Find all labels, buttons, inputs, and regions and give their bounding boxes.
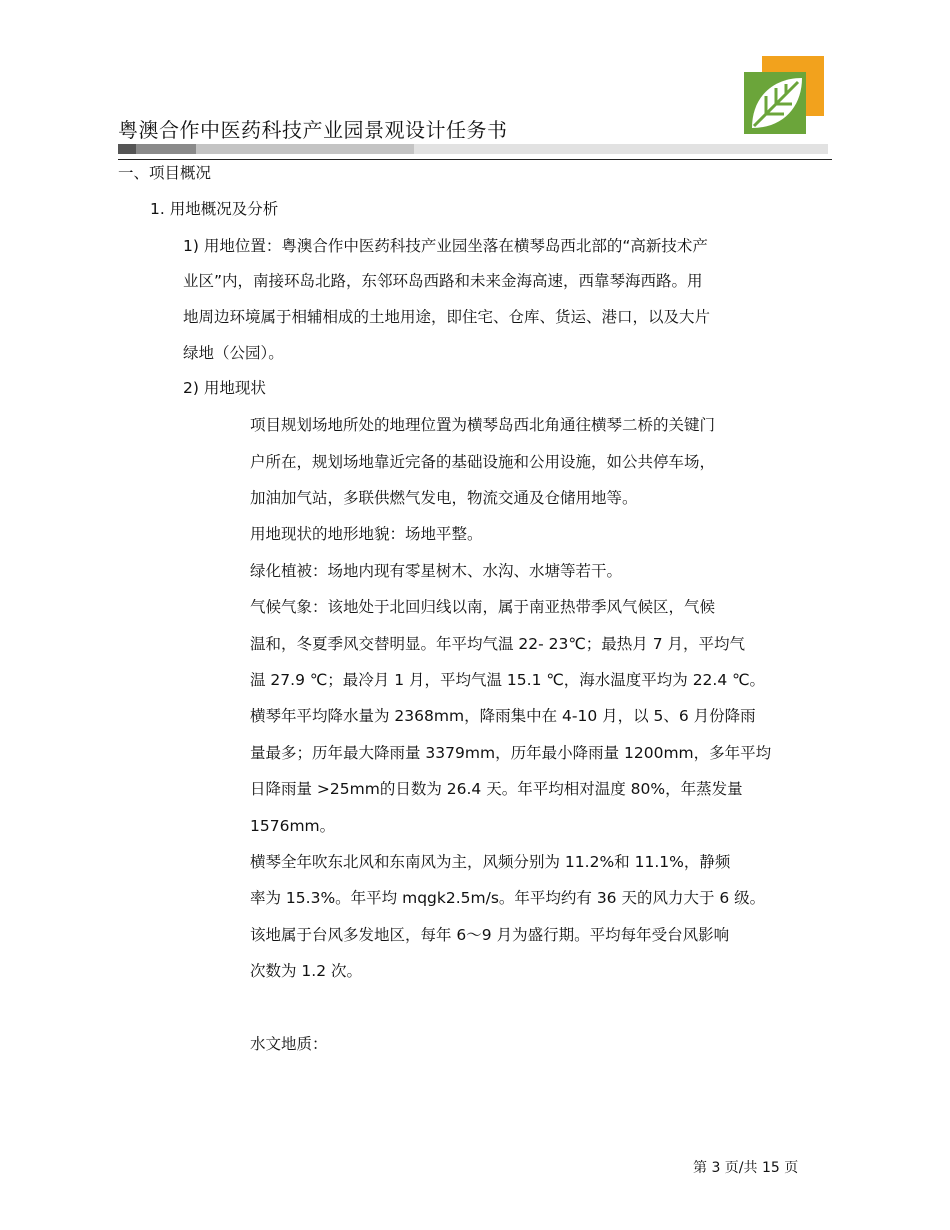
paragraph-line: 绿地（公园）。 xyxy=(183,344,284,362)
paragraph-line: 横琴年平均降水量为 2368mm，降雨集中在 4-10 月，以 5、6 月份降雨 xyxy=(250,707,756,725)
paragraph-line: 日降雨量 >25mm的日数为 26.4 天。年平均相对温度 80%，年蒸发量 xyxy=(250,780,743,798)
paragraph-line: 用地现状的地形地貌：场地平整。 xyxy=(250,525,483,543)
header-color-bar xyxy=(118,144,830,154)
item-heading: 1. 用地概况及分析 xyxy=(150,200,279,218)
paragraph-line: 地周边环境属于相辅相成的土地用途，即住宅、仓库、货运、港口，以及大片 xyxy=(183,308,711,326)
paragraph-line: 户所在，规划场地靠近完备的基础设施和公用设施，如公共停车场， xyxy=(250,453,716,471)
subheading: 2) 用地现状 xyxy=(183,379,266,397)
paragraph-line: 1576mm。 xyxy=(250,817,336,835)
paragraph-line: 项目规划场地所处的地理位置为横琴岛西北角通往横琴二桥的关键门 xyxy=(250,416,716,434)
paragraph-line: 绿化植被：场地内现有零星树木、水沟、水塘等若干。 xyxy=(250,562,623,580)
page-number: 第 3 页/共 15 页 xyxy=(693,1160,799,1176)
paragraph-line: 业区”内，南接环岛北路，东邻环岛西路和未来金海高速，西靠琴海西路。用 xyxy=(183,272,703,290)
paragraph-line: 率为 15.3%。年平均 mqgk2.5m/s。年平均约有 36 天的风力大于 6 级。 xyxy=(250,889,766,907)
paragraph-line: 量最多；历年最大降雨量 3379mm，历年最小降雨量 1200mm，多年平均 xyxy=(250,744,772,762)
paragraph-line: 1) 用地位置：粤澳合作中医药科技产业园坐落在横琴岛西北部的“高新技术产 xyxy=(183,237,708,255)
paragraph-line: 次数为 1.2 次。 xyxy=(250,962,363,980)
header-rule xyxy=(118,159,832,160)
paragraph-line: 温 27.9 ℃；最冷月 1 月，平均气温 15.1 ℃，海水温度平均为 22.4 ℃。 xyxy=(250,671,766,689)
bar-segment-dark xyxy=(118,144,136,154)
paragraph-line: 该地属于台风多发地区，每年 6～9 月为盛行期。平均每年受台风影响 xyxy=(250,926,730,944)
paragraph-line: 水文地质： xyxy=(250,1035,328,1053)
paragraph-line: 温和，冬夏季风交替明显。年平均气温 22- 23℃；最热月 7 月，平均气 xyxy=(250,635,746,653)
paragraph-line: 气候气象：该地处于北回归线以南，属于南亚热带季风气候区，气候 xyxy=(250,598,716,616)
bar-segment-pale xyxy=(414,144,828,154)
section-heading: 一、项目概况 xyxy=(118,164,212,182)
bar-segment-mid xyxy=(136,144,196,154)
paragraph-line: 加油加气站，多联供燃气发电，物流交通及仓储用地等。 xyxy=(250,489,638,507)
paragraph-line: 横琴全年吹东北风和东南风为主，风频分别为 11.2%和 11.1%，静频 xyxy=(250,853,731,871)
bar-segment-light xyxy=(196,144,414,154)
leaf-logo-icon xyxy=(744,56,824,134)
page-title: 粤澳合作中医药科技产业园景观设计任务书 xyxy=(118,118,508,142)
